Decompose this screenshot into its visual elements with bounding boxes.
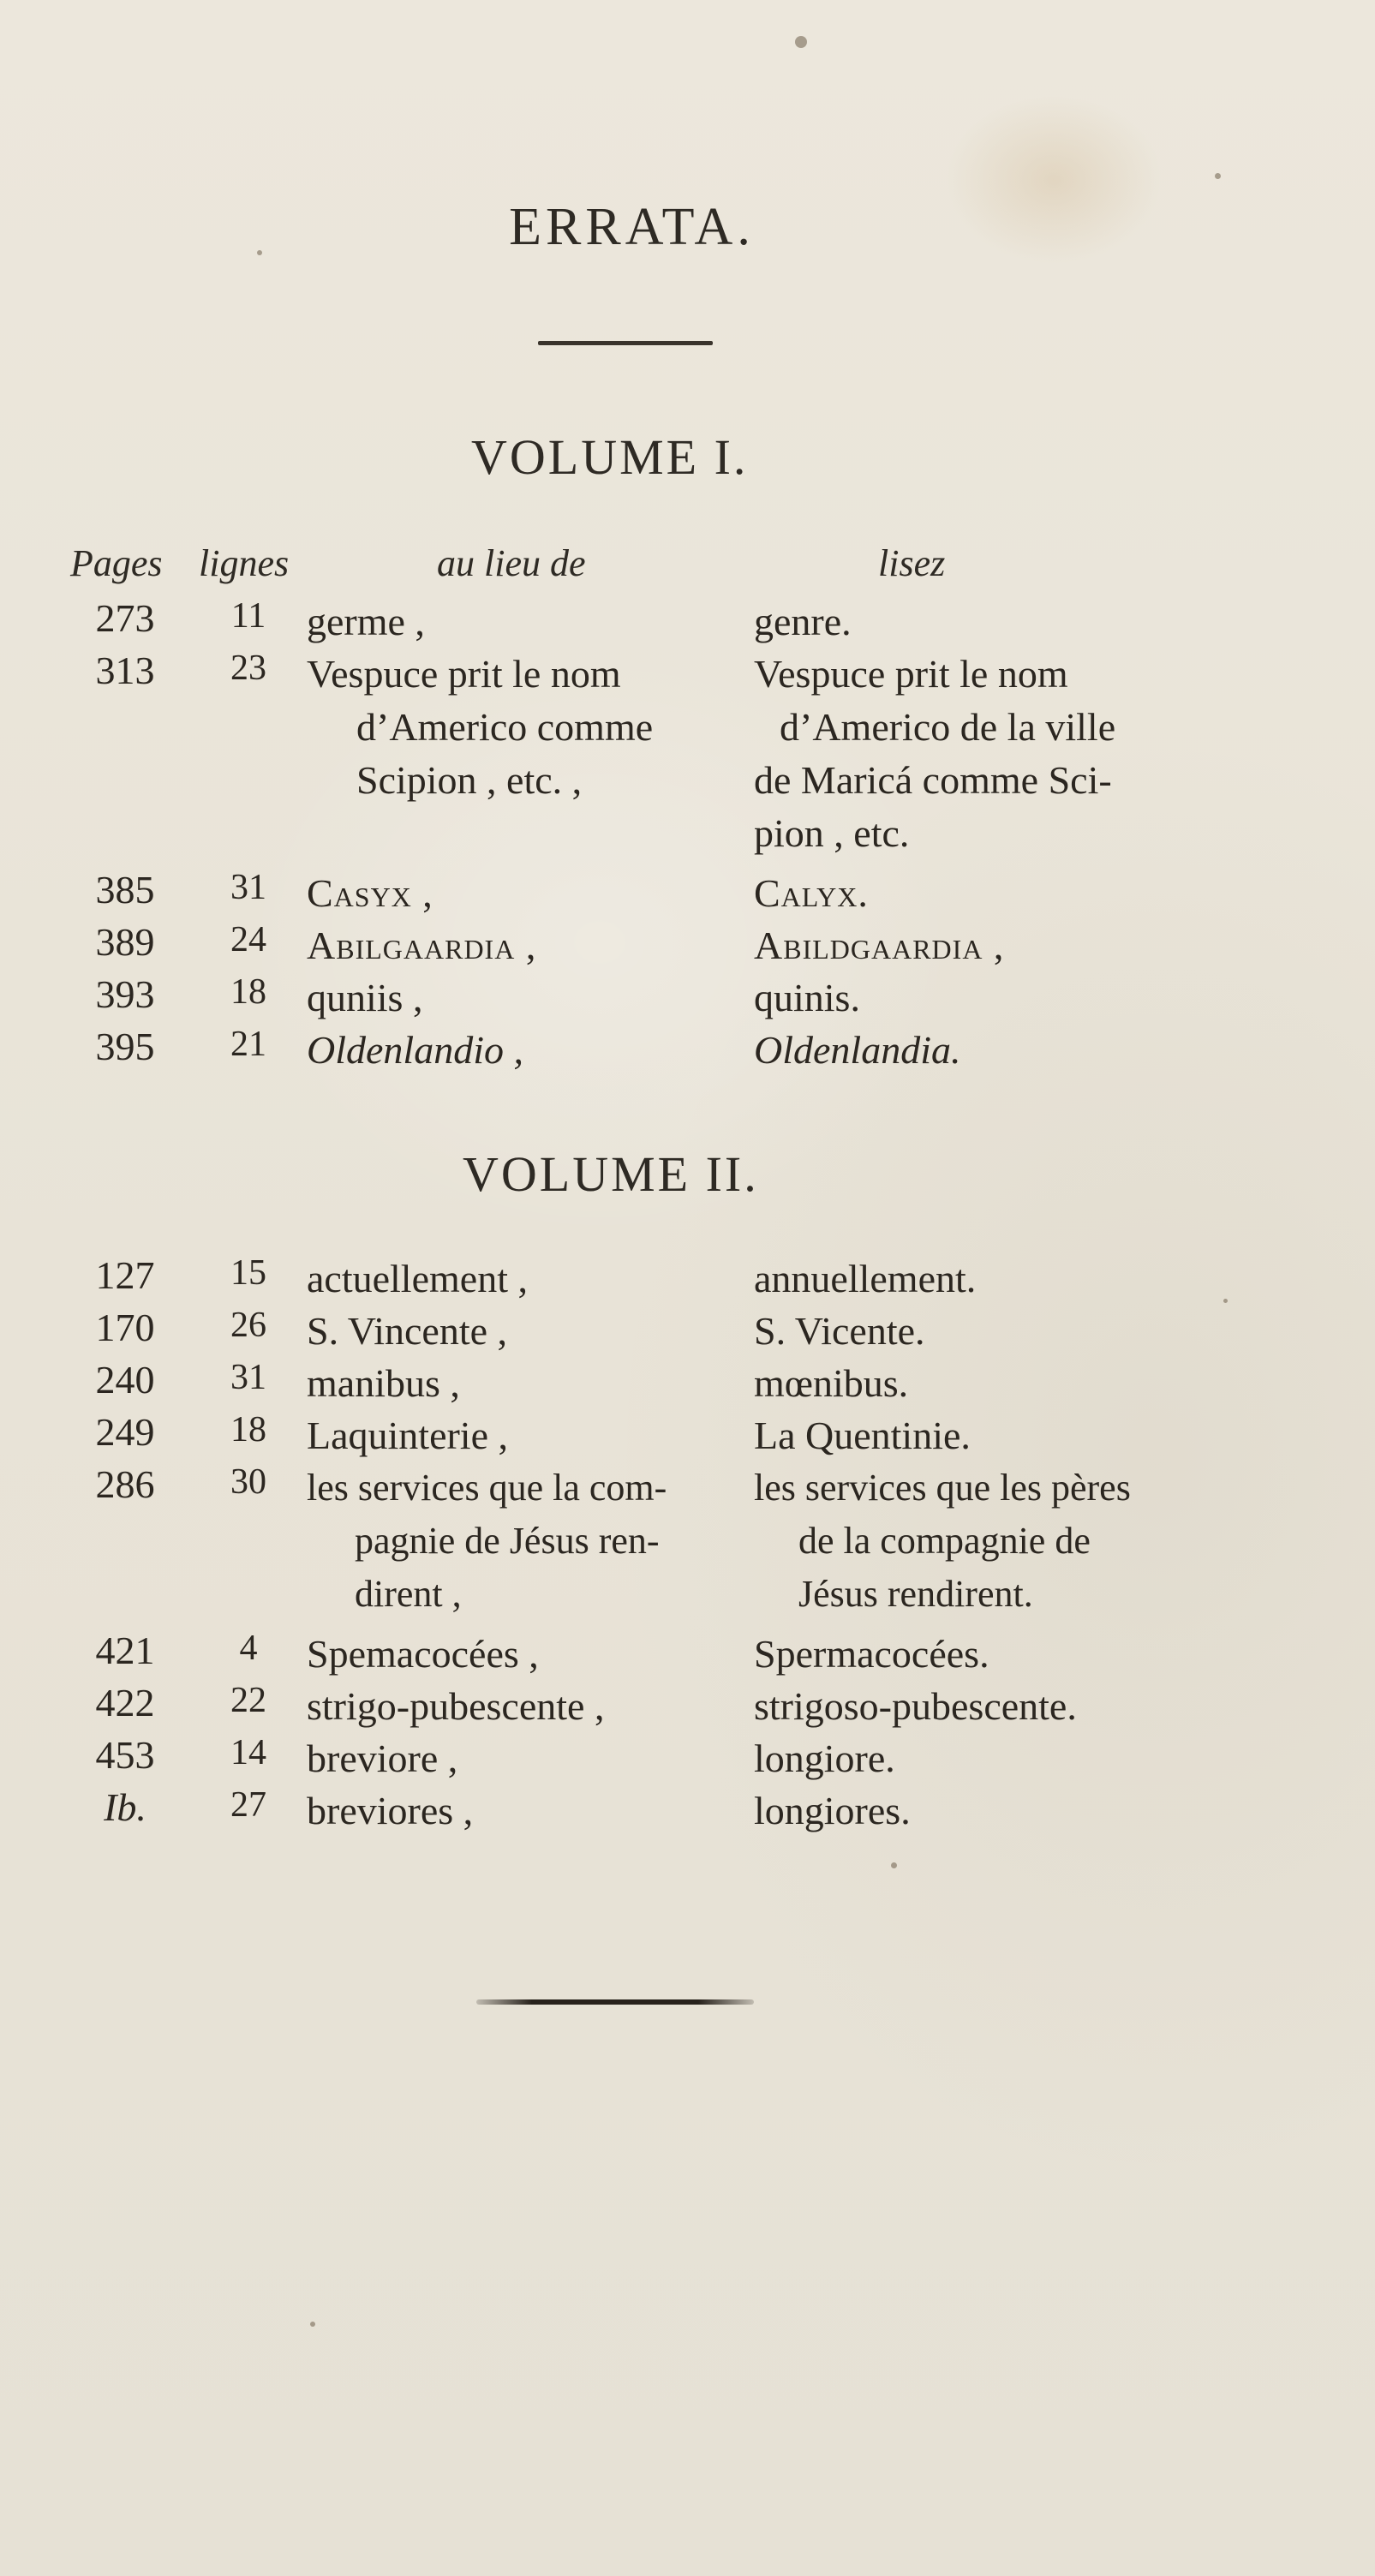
page-title: ERRATA. (509, 198, 755, 256)
wrong-text: S. Vincente , (307, 1309, 508, 1353)
wrong-text: manibus , (307, 1361, 460, 1405)
correct-text: genre. (754, 600, 852, 643)
page-number: 286 (95, 1462, 155, 1506)
paper-speck (795, 36, 807, 48)
title-rule (538, 341, 713, 345)
page-number: 313 (95, 648, 155, 692)
paper-speck (891, 1862, 897, 1868)
line-number: 27 (230, 1785, 266, 1825)
correct-text: annuellement. (754, 1257, 977, 1300)
correct-text: Calyx. (754, 871, 869, 915)
column-header-lisez: lisez (878, 542, 946, 584)
wrong-text: Oldenlandio , (307, 1028, 523, 1072)
line-number: 23 (230, 648, 266, 688)
column-header-lignes: lignes (199, 542, 290, 584)
page-number: 395 (95, 1025, 155, 1068)
correct-text: quinis. (754, 976, 860, 1019)
correct-text: Vespuce prit le nom d’Americo de la ville de Maricá comme Sci- pion , etc. (754, 652, 1116, 855)
volume-1-heading: VOLUME I. (471, 429, 749, 485)
correct-text: strigoso-pubescente. (754, 1684, 1077, 1728)
wrong-text: Laquinterie , (307, 1414, 509, 1457)
paper-speck (1223, 1299, 1228, 1303)
correct-text: La Quentinie. (754, 1414, 971, 1457)
line-number: 22 (230, 1681, 266, 1720)
correct-text: mœnibus. (754, 1361, 909, 1405)
line-number: 15 (230, 1253, 266, 1293)
correct-text: les services que les pères de la compagnie de Jésus rendirent. (754, 1467, 1131, 1615)
page-number: 421 (95, 1629, 155, 1672)
page-number: 389 (95, 920, 155, 964)
wrong-text: breviore , (307, 1736, 458, 1780)
paper-speck (1215, 173, 1221, 179)
correct-text: longiores. (754, 1789, 911, 1832)
line-number: 14 (230, 1733, 266, 1772)
wrong-text: Casyx , (307, 871, 433, 915)
wrong-text: Vespuce prit le nom d’Americo comme Scipion , etc. , (307, 652, 654, 802)
line-number: 11 (230, 596, 266, 636)
column-header-au-lieu-de: au lieu de (437, 542, 586, 584)
correct-text: Abildgaardia , (754, 923, 1005, 967)
column-header-pages: Pages (70, 542, 163, 584)
line-number: 24 (230, 920, 266, 959)
line-number: 30 (230, 1462, 266, 1502)
line-number: 21 (230, 1025, 266, 1064)
closing-rule (476, 1999, 754, 2005)
wrong-text: Spemacocées , (307, 1632, 539, 1676)
correct-text: Oldenlandia. (754, 1028, 961, 1072)
page-number: 170 (95, 1306, 155, 1349)
page-number: 273 (95, 596, 155, 640)
page-number: 249 (95, 1410, 155, 1454)
page-number: 453 (95, 1733, 155, 1777)
wrong-text: germe , (307, 600, 425, 643)
line-number: 4 (239, 1629, 258, 1668)
correct-text: Spermacocées. (754, 1632, 989, 1676)
page-number: 385 (95, 868, 155, 911)
paper-speck (310, 2322, 315, 2327)
page-number: 240 (95, 1358, 155, 1402)
wrong-text: les services que la com- pagnie de Jésus ren- dirent , (307, 1467, 667, 1615)
line-number: 31 (230, 868, 266, 907)
page-number: 393 (95, 972, 155, 1016)
volume-2-heading: VOLUME II. (463, 1146, 759, 1202)
line-number: 18 (230, 972, 266, 1012)
line-number: 31 (230, 1358, 266, 1397)
wrong-text: Abilgaardia , (307, 923, 537, 967)
page-number: 127 (95, 1253, 155, 1297)
line-number: 18 (230, 1410, 266, 1449)
wrong-text: breviores , (307, 1789, 474, 1832)
page-number: Ib. (104, 1785, 146, 1829)
page-number: 422 (95, 1681, 155, 1724)
wrong-text: quniis , (307, 976, 423, 1019)
wrong-text: actuellement , (307, 1257, 528, 1300)
correct-text: S. Vicente. (754, 1309, 925, 1353)
correct-text: longiore. (754, 1736, 895, 1780)
line-number: 26 (230, 1306, 266, 1345)
wrong-text: strigo-pubescente , (307, 1684, 605, 1728)
